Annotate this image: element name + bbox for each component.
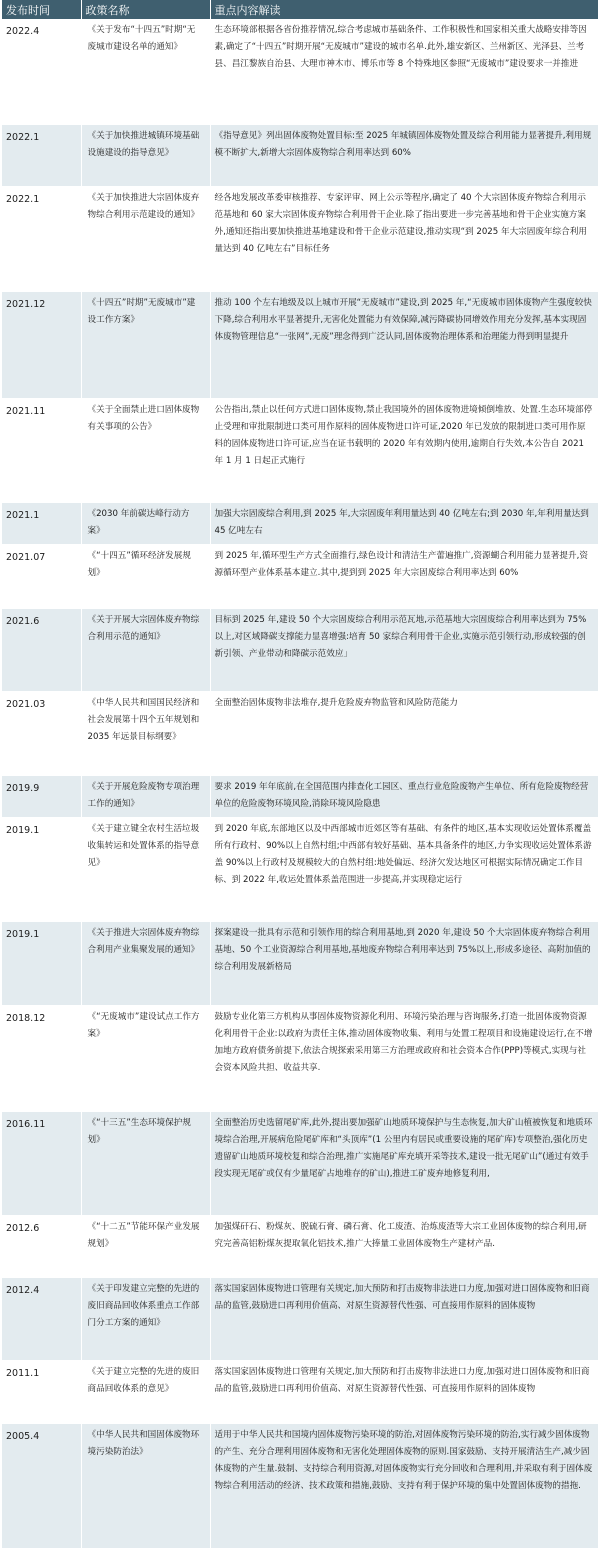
table-row [2, 1423, 598, 1548]
row-policy-name: 《关于发布“十四五”时期“无废城市建设名单的通知》 [81, 19, 210, 124]
row-date: 2022.1 [2, 186, 81, 291]
table-row [2, 124, 598, 186]
table-row [2, 1215, 598, 1277]
table-row [2, 817, 598, 921]
row-policy-name: 《“无废城市”建设试点工作方案》 [81, 1005, 210, 1111]
row-date: 2022.4 [2, 19, 81, 124]
table-row [2, 291, 598, 398]
row-policy-name: 《关于开展大宗固体废弃物综合利用示范的通知》 [81, 608, 210, 691]
row-policy-name: 《中华人民共和国国民经济和社会发展第十四个五年规划和 2035 年远景目标纲要》 [81, 691, 210, 775]
table-row [2, 1360, 598, 1423]
row-content: 落实国家固体废物进口管理有关规定,加大预防和打击废物非法进口力度,加强对进口固体废物和旧商品的监管,鼓励进口再利用价值高、对原生资源替代性强、可直接用作原料的固体废物 [210, 1277, 598, 1360]
table-row [2, 544, 598, 608]
table-row [2, 1111, 598, 1215]
row-date: 2019.1 [2, 817, 81, 921]
row-date: 2021.1 [2, 502, 81, 544]
row-date: 2021.03 [2, 691, 81, 775]
row-content: 推动 100 个左右地级及以上城市开展“无废城市”建设,到 2025 年,“无废城市固体废物产生强度较快下降,综合利用水平显著提升,无害化处置能力有效保障,减污降碳协同增效作用充分发挥,基本实现固体废物管理信息“一张网”,无废”理念得到广泛认同,固体废物治理体系和治理能力得到明显提升 [210, 291, 598, 398]
row-policy-name: 《十四五”时期”无废城市”建设工作方案》 [81, 291, 210, 398]
row-date: 2019.1 [2, 921, 81, 1005]
row-date: 2019.9 [2, 775, 81, 817]
row-content: 到 2025 年,循环型生产方式全面推行,绿色设计和清洁生产蕾遍推广,资源蝴合利用能力显著提升,资源循环型产业体系基本建立.其中,提到到 2025 年大宗固废综合利用率达到 60% [210, 544, 598, 608]
row-date: 2022.1 [2, 124, 81, 186]
row-content: 落实国家固体废物进口管理有关规定,加大预防和打击废物非法进口力度,加强对进口固体废物和旧商品的监管,鼓励进口再利用价值高、对原生资源替代性强、可直接用作原料的固体废物 [210, 1360, 598, 1423]
row-policy-name: 《关于加快推进城镇环境基础设施建设的指导意见》 [81, 124, 210, 186]
row-content: 到 2020 年底,东部地区以及中西部城市近郊区等有基础、有条件的地区,基本实现收运处置体系覆盖所有行政村、90%以上自然村组;中西部有较好基础、基本具备条件的地区,力争实现收运处置体系游盖 90%以上行政村及规模较大的自然村组:地处偏远、经济欠发达地区可根据实际情况确定工作目标、到 2022 年,收运处置体系盖范围进一步提高,并实现稳定运行 [210, 817, 598, 921]
row-date: 2021.6 [2, 608, 81, 691]
row-policy-name: 《关于推进大宗固体废弃物综合利用产业集聚发展的通知》 [81, 921, 210, 1005]
table-body [2, 19, 598, 1548]
table-row [2, 775, 598, 817]
row-date: 2012.6 [2, 1215, 81, 1277]
row-policy-name: 《关于全面禁止进口固体废物有关事项的公告》 [81, 398, 210, 502]
table-row [2, 398, 598, 502]
column-header-content: 重点内容解读 [210, 0, 598, 19]
row-content: 全面整治固体废物非法堆存,提升危险废弃物监管和风险防范能力 [210, 691, 598, 775]
row-date: 2021.12 [2, 291, 81, 398]
row-policy-name: 《关于印发建立完整的先进的废旧商品回收体系重点工作部门分工方案的通知》 [81, 1277, 210, 1360]
table-row [2, 19, 598, 124]
row-date: 2018.12 [2, 1005, 81, 1111]
row-policy-name: 《中华人民共和国固体废物环境污染防治法》 [81, 1423, 210, 1548]
row-content: 鼓励专业化第三方机构从事固体废物资源化利用、环境污染治理与咨询服务,打造一批固体废物资源化利用骨干企业:以政府为责任主体,推动固体废物收集、利用与处置工程项目和设施建设运行,在不增加地方政府债务前提下,依法合规探索采用第三方治理或政府和社会资本合作(PPP)等模式,实现与社会资本风险共担、收益共享. [210, 1005, 598, 1111]
table-row [2, 1277, 598, 1360]
row-content: 加强大宗固废综合利用,到 2025 年,大宗固废年利用量达到 40 亿吨左右;到 2030 年,年利用量达到 45 亿吨左右 [210, 502, 598, 544]
table-header [2, 0, 598, 19]
table-row [2, 502, 598, 544]
table-row [2, 608, 598, 691]
row-policy-name: 《“十四五”循环经济发展规划》 [81, 544, 210, 608]
row-content: 经各地发展改革委审核推荐、专家评审、网上公示等程序,确定了 40 个大宗固体废弃物综合利用示范基地和 60 家大宗固体废弃物综合利用骨干企业.除了指出要进一步完善基地和骨干企业实施方案外,通知还指出要加快推进基地建设和骨干企业示范建设,推动实现“到 2025 年大宗固废年综合利用量达到 40 亿吨左右”目标任务 [210, 186, 598, 291]
row-date: 2011.1 [2, 1360, 81, 1423]
row-content: 探案建设一批具有示范和引领作用的综合利用基地,到 2020 年,建设 50 个大宗固体废弃物综合利用基地、50 个工业资源综合利用基地,基地废弃物综合利用率达到 75%以上,形成多途径、高附加值的综合利用发展新格局 [210, 921, 598, 1005]
row-date: 2012.4 [2, 1277, 81, 1360]
policy-table [2, 0, 599, 1549]
row-policy-name: 《2030 年前碳达峰行动方案》 [81, 502, 210, 544]
column-header-name: 政策名称 [81, 0, 210, 19]
row-content: 要求 2019 年年底前,在全国范围内排查化工园区、重点行业危险废物产生单位、所有危险废物经营单位的危险废物环境风险,消除环境风险隐患 [210, 775, 598, 817]
row-content: 目标到 2025 年,建设 50 个大宗固废综合利用示范瓦地,示范基地大宗固废综合利用率达到为 75%以上,对区域降碳支撑能力显喜增强:培育 50 家综合利用骨干企业,实施示范引领行动,形成较强的创新引领、产业带动和降碳示范效应」 [210, 608, 598, 691]
row-date: 2021.11 [2, 398, 81, 502]
row-policy-name: 《关于建立键全农村生活垃圾收集转运和处置体系的指导意见》 [81, 817, 210, 921]
row-policy-name: 《“十二五”节能环保产业发展规划》 [81, 1215, 210, 1277]
row-date: 2021.07 [2, 544, 81, 608]
row-content: 全面整治历史选留尾矿库,此外,提出要加强矿山地质环境保护与生态恢复,加大矿山植被恢复和地质环境综合治理,开展病危险尾矿库和“头顶库”(1 公里内有居民或重要设施的尾矿库)专项整治,强化历史遗留矿山地质环境校复和综合治理,推广实施尾矿库充填开采等技术,建设一批无尾矿山”(通过有效手段实现无尾矿或仅有少量尾矿占地堆存的矿山),推进工矿废弃地修复利用, [210, 1111, 598, 1215]
row-policy-name: 《关于加快推进大宗固体废弃物综合利用示范建设的通知》 [81, 186, 210, 291]
row-date: 2016.11 [2, 1111, 81, 1215]
row-policy-name: 《“十三五”生态环境保护规划》 [81, 1111, 210, 1215]
table-row [2, 921, 598, 1005]
row-policy-name: 《关于开展危险废物专项治理工作的通知》 [81, 775, 210, 817]
row-content: 加强煤矸石、粉煤灰、脱硫石膏、磷石膏、化工废渣、治炼废渣等大宗工业固体废物的综合利用,研究完善高铝粉煤灰提取氧化铝技术,推广大捧量工业固体废物生产建材产品. [210, 1215, 598, 1277]
table-row [2, 691, 598, 775]
table-row [2, 1005, 598, 1111]
row-content: 《指导意见》列出固体废物处置目标:至 2025 年城镇固体废物处置及综合利用能力显著提升,利用规模不断扩大,新增大宗固体废物综合利用率达到 60% [210, 124, 598, 186]
row-content: 生态环境部根据各省份推荐情况,综合考虑城市基础条件、工作积极性和国家相关重大战略安排等因素,确定了“十四五”时期开展“无废城市”建设的城市名单.此外,雄安新区、兰州新区、光泽县、兰考县、昌江黎族自治县、大理市神木市、博乐市等 8 个特殊地区参照“无废城市”建设要求一并推进 [210, 19, 598, 124]
table-row [2, 186, 598, 291]
row-date: 2005.4 [2, 1423, 81, 1548]
row-content: 适用于中华人民共和国境内固体废物污染环境的防治,对固体废物污染环境的防治,实行减少固体废物的产生、充分合理利用固体废物和无害化处理固体废物的原则.国家鼓励、支持开展清洁生产,减少固体废物的产生量.鼓制、支持综合利用资源,对固体废物实行充分回收和合理利用,并采取有利于固体废物综合利用活动的经济、技术政策和措施,鼓励、支持有利于保护环境的集中处置固体废物的措拖. [210, 1423, 598, 1548]
column-header-date: 发布时间 [2, 0, 81, 19]
row-content: 公告指出,禁止以任何方式进口固体废物,禁止我国境外的固体废物进境倾倒堆放、处置.生态环境部停止受理和审批限制进口类可用作原料的固体废物进口许可证,2020 年已发放的限制进口类可用作原料的固体废物进口许可证,应当在证书载明的 2020 年有效期内使用,逾期自行失效,本公告自 2021 年 1 月 1 日起正式施行 [210, 398, 598, 502]
row-policy-name: 《关于建立完整的先进的废旧商品回收体系的意见》 [81, 1360, 210, 1423]
